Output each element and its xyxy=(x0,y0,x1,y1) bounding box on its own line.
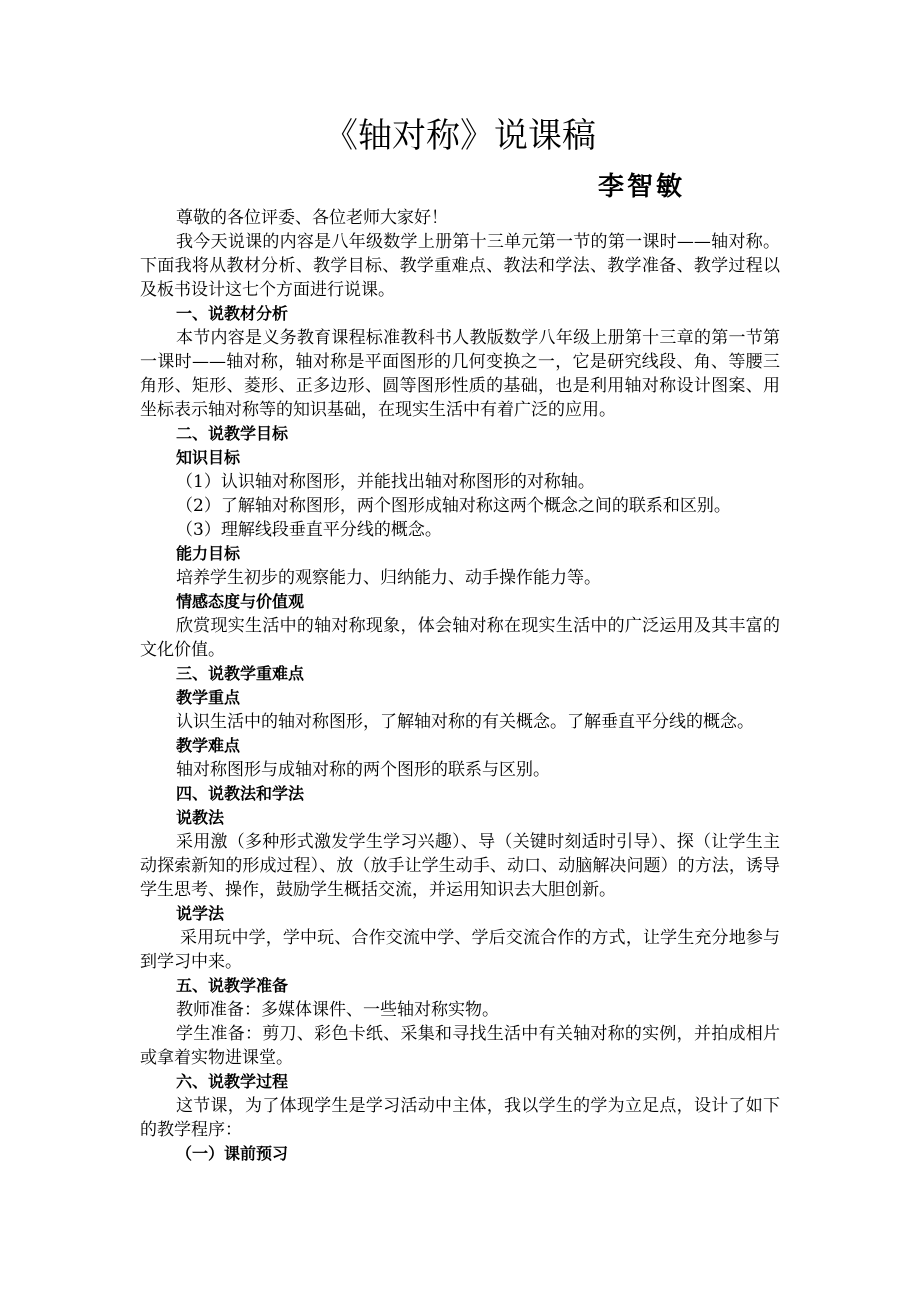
section-6-text: 这节课，为了体现学生是学习活动中主体，我以学生的学为立足点，设计了如下的教学程序： xyxy=(140,1096,780,1140)
difficulty-text: 轴对称图形与成轴对称的两个图形的联系与区别。 xyxy=(176,760,550,780)
emotion-goal-heading: 情感态度与价值观 xyxy=(176,592,305,611)
key-point-text: 认识生活中的轴对称图形，了解轴对称的有关概念。了解垂直平分线的概念。 xyxy=(176,712,754,732)
student-prep-text: 学生准备：剪刀、彩色卡纸、采集和寻找生活中有关轴对称的实例，并拍成相片或拿着实物进课堂。 xyxy=(140,1024,780,1068)
section-6-heading: 六、说教学过程 xyxy=(176,1072,289,1091)
teacher-prep-text: 教师准备：多媒体课件、一些轴对称实物。 xyxy=(176,1000,499,1020)
emotion-goal-text: 欣赏现实生活中的轴对称现象，体会轴对称在现实生活中的广泛运用及其丰富的文化价值。 xyxy=(140,616,780,660)
teaching-method-heading: 说教法 xyxy=(176,808,225,827)
section-2-heading: 二、说教学目标 xyxy=(176,424,289,443)
subsection-preview-heading: （一）课前预习 xyxy=(176,1144,289,1163)
greeting: 尊敬的各位评委、各位老师大家好！ xyxy=(176,208,448,228)
difficulty-heading: 教学难点 xyxy=(176,736,241,755)
ability-goal-text: 培养学生初步的观察能力、归纳能力、动手操作能力等。 xyxy=(176,568,601,588)
section-3-heading: 三、说教学重难点 xyxy=(176,664,305,683)
knowledge-goal-2: （2）了解轴对称图形，两个图形成轴对称这两个概念之间的联系和区别。 xyxy=(176,496,731,516)
author-name: 李智敏 xyxy=(598,172,686,202)
teaching-method-text: 采用激（多种形式激发学生学习兴趣）、导（关键时刻适时引导）、探（让学生主动探索新知的形成过程）、放（放手让学生动手、动口、动脑解决问题）的方法，诱导学生思考、操作，鼓励学生概括交流，并运用知识去大胆创新。 xyxy=(140,832,780,900)
key-point-heading: 教学重点 xyxy=(176,688,241,707)
document-title: 《轴对称》说课稿 xyxy=(324,116,596,156)
knowledge-goal-3: （3）理解线段垂直平分线的概念。 xyxy=(176,520,442,540)
section-4-heading: 四、说教法和学法 xyxy=(176,784,305,803)
document-body xyxy=(140,206,780,1166)
learning-method-heading: 说学法 xyxy=(176,904,225,923)
ability-goal-heading: 能力目标 xyxy=(176,544,241,563)
section-1-heading: 一、说教材分析 xyxy=(176,304,289,323)
knowledge-goal-1: （1）认识轴对称图形，并能找出轴对称图形的对称轴。 xyxy=(176,472,595,492)
section-5-heading: 五、说教学准备 xyxy=(176,976,289,995)
learning-method-text: 采用玩中学，学中玩、合作交流中学、学后交流合作的方式，让学生充分地参与到学习中来。 xyxy=(140,928,780,972)
intro-paragraph: 我今天说课的内容是八年级数学上册第十三单元第一节的第一课时——轴对称。下面我将从教材分析、教学目标、教学重难点、教法和学法、教学准备、教学过程以及板书设计这七个方面进行说课。 xyxy=(140,232,780,300)
section-1-text: 本节内容是义务教育课程标准教科书人教版数学八年级上册第十三章的第一节第一课时——轴对称，轴对称是平面图形的几何变换之一，它是研究线段、角、等腰三角形、矩形、菱形、正多边形、圆等图形性质的基础，也是利用轴对称设计图案、用坐标表示轴对称等的知识基础，在现实生活中有着广泛的应用。 xyxy=(140,328,780,420)
knowledge-goal-heading: 知识目标 xyxy=(176,448,241,467)
